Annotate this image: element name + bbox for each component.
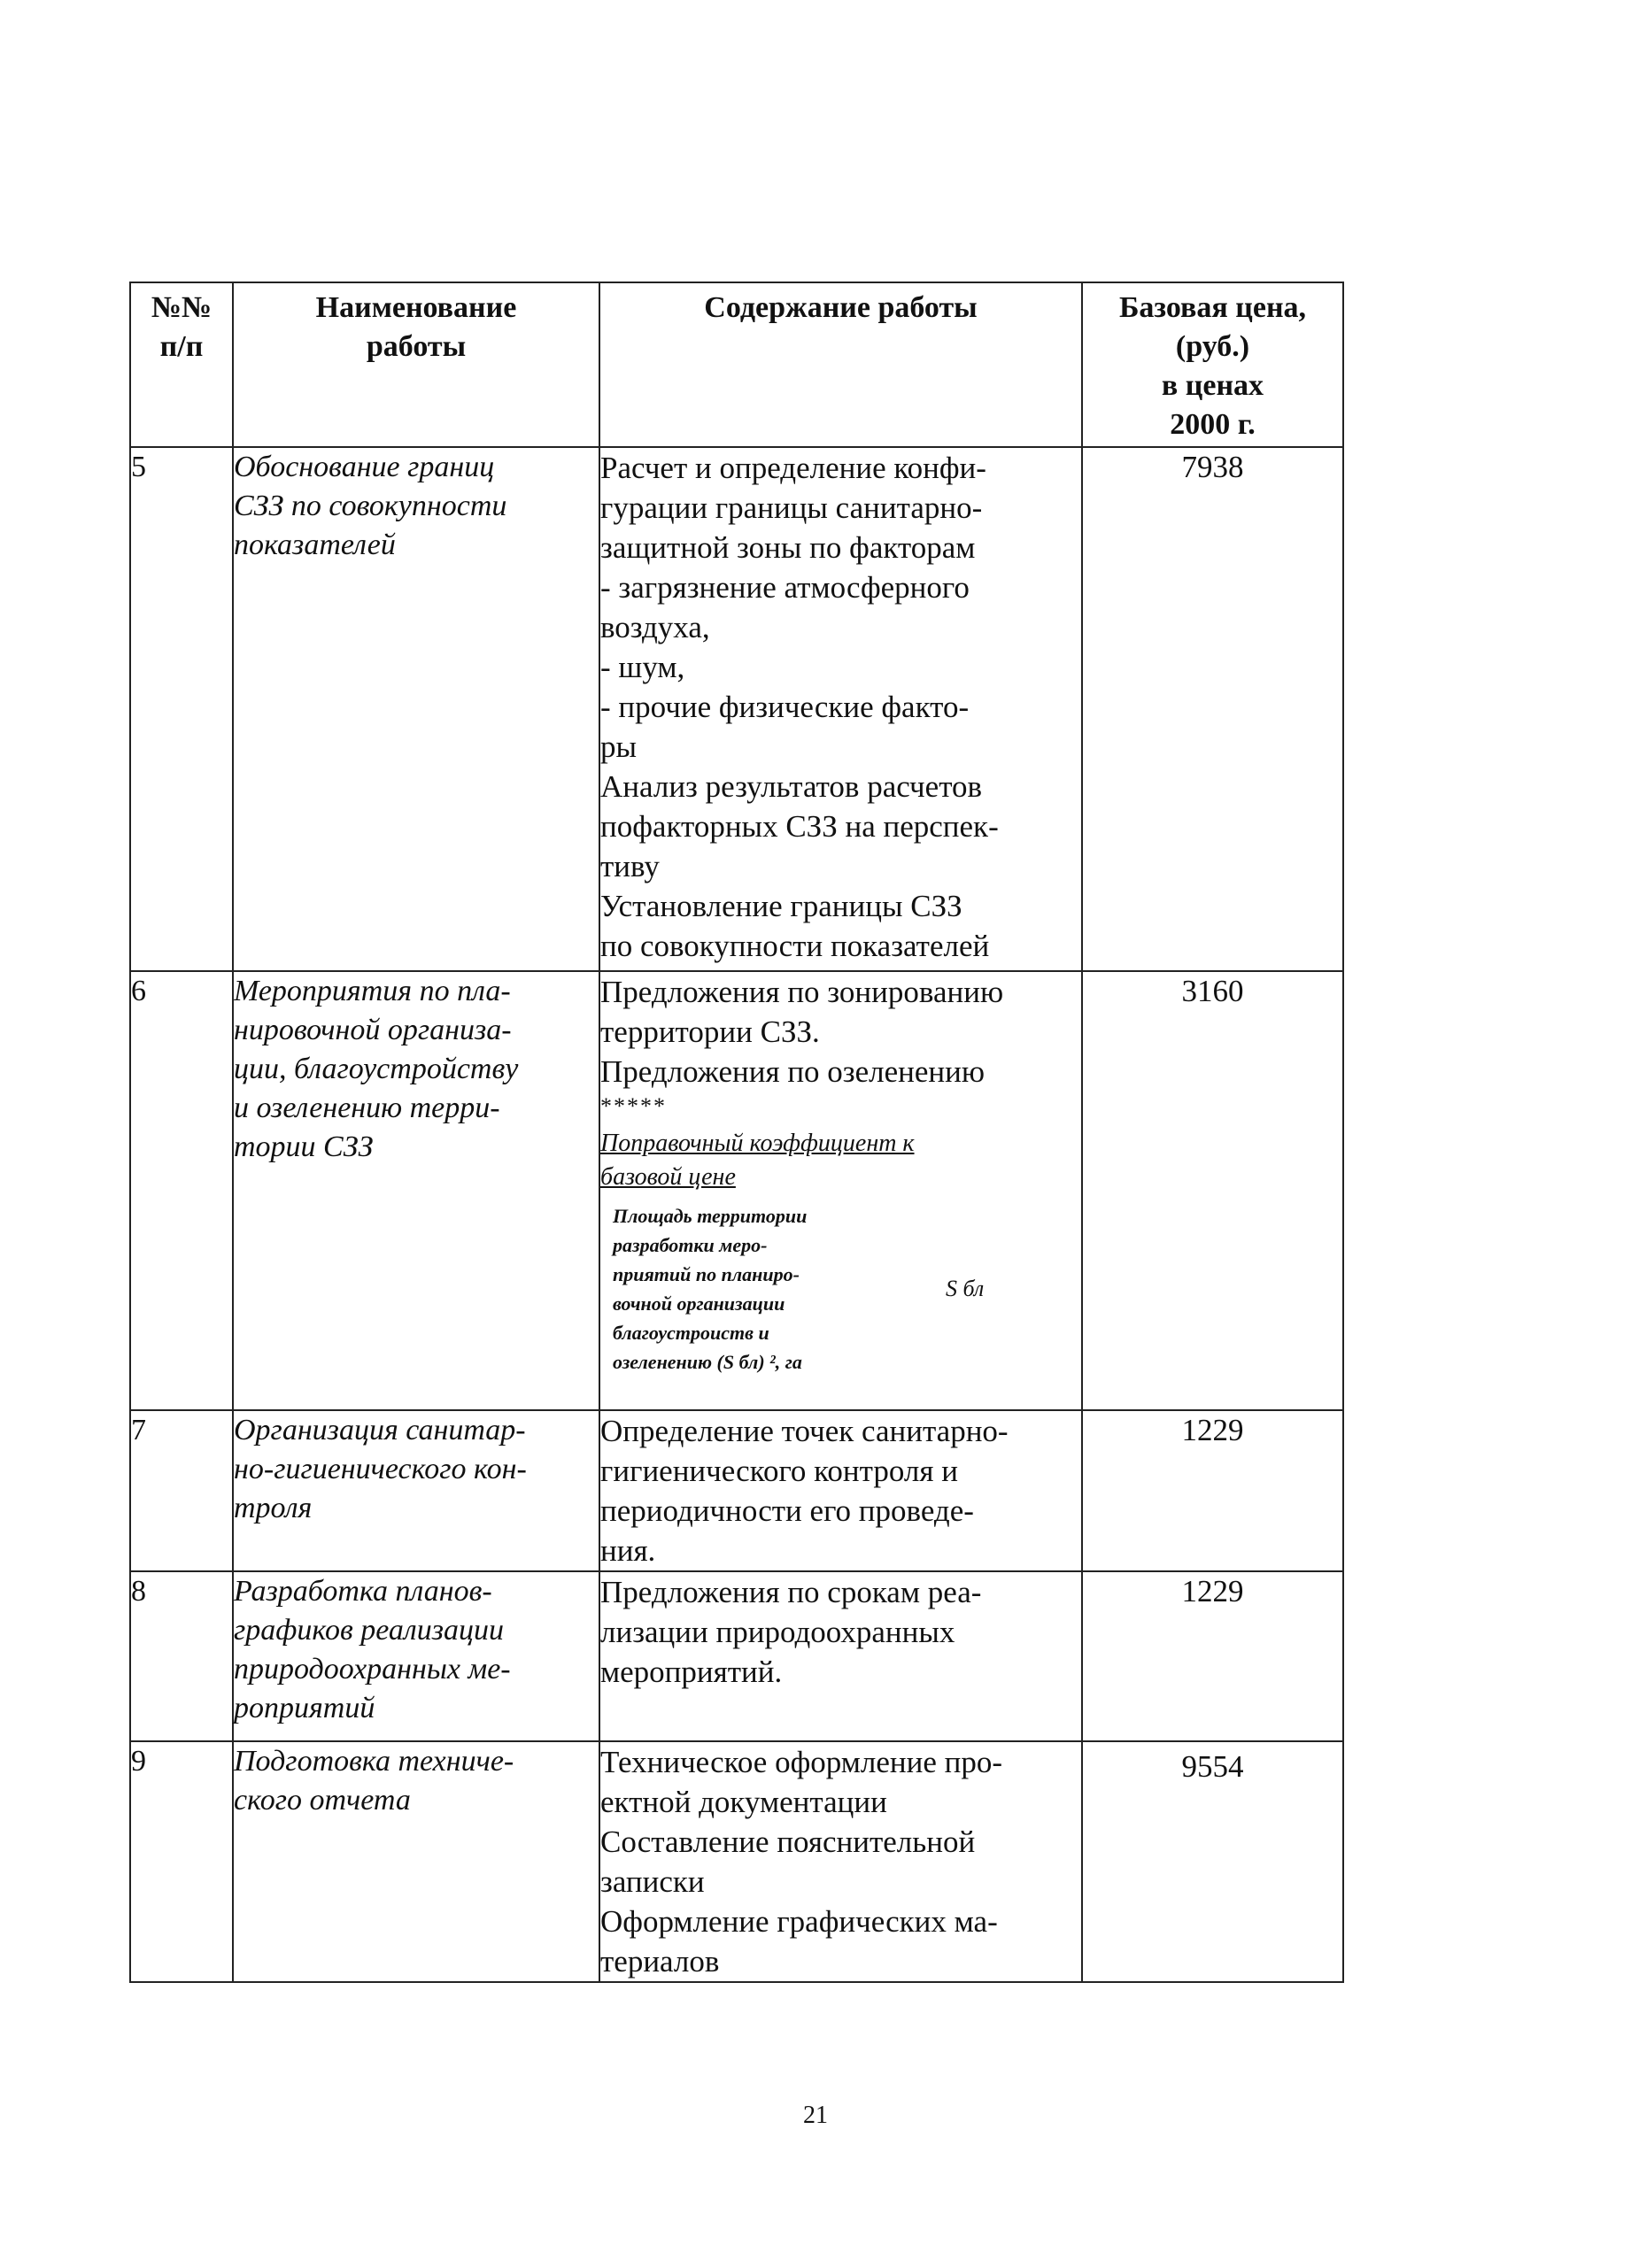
base-price: 1229: [1082, 1410, 1343, 1571]
work-name: Подготовка техниче- ского отчета: [233, 1741, 599, 1982]
table-row: [130, 1741, 1343, 1982]
base-price: 7938: [1082, 447, 1343, 971]
base-price: 9554: [1082, 1741, 1343, 1982]
work-name: Разработка планов- графиков реализации природоохранных ме- роприятий: [233, 1571, 599, 1741]
coefficient-title: базовой цене: [600, 1163, 736, 1191]
correction-coefficient-block: [600, 1127, 1081, 1377]
row-number: 5: [130, 447, 233, 971]
price-table: [129, 282, 1344, 1983]
header-num: №№ п/п: [130, 282, 233, 447]
stars-marker: *****: [600, 1093, 667, 1119]
work-content: Расчет и определение конфи- гурации границы санитарно- защитной зоны по факторам - загрязнение атмосферного воздуха, - шум, - прочие физические факто- ры Анализ результатов расчетов пофакторных СЗЗ на перспек- тиву Установление границы СЗЗ по совокупности показателей: [599, 447, 1082, 971]
base-price: 1229: [1082, 1571, 1343, 1741]
header-name: Наименование работы: [233, 282, 599, 447]
table-row: [130, 1410, 1343, 1571]
work-content: Техническое оформление про- ектной документации Составление пояснительной записки Оформление графических ма- териалов: [599, 1741, 1082, 1982]
row-number: 8: [130, 1571, 233, 1741]
page-number: 21: [803, 2102, 828, 2129]
header-price: Базовая цена, (руб.) в ценах 2000 г.: [1082, 282, 1343, 447]
coefficient-parameter: Площадь территории разработки меро- приятий по планиро- вочной организации благоустроиств и озеленению (S бл) ², га S бл: [613, 1205, 985, 1373]
row-number: 9: [130, 1741, 233, 1982]
work-content: Предложения по срокам реа- лизации природоохранных мероприятий.: [599, 1571, 1082, 1741]
row-number: 7: [130, 1410, 233, 1571]
work-name: Организация санитар- но-гигиенического кон- троля: [233, 1410, 599, 1571]
table-row: [130, 447, 1343, 971]
coefficient-title: Поправочный коэффициент к: [600, 1130, 915, 1157]
row-number: 6: [130, 971, 233, 1410]
coefficient-symbol: S бл: [946, 1276, 985, 1301]
work-content: Предложения по зонированию территории СЗЗ. Предложения по озеленению ***** Поправочный коэффициент к базовой цене Площадь территории разработки меро- приятий по планиро- вочной организации благоустроиств и озеленению (S бл) ², га S бл: [599, 971, 1082, 1410]
base-price: 3160: [1082, 971, 1343, 1410]
work-content: Определение точек санитарно- гигиенического контроля и периодичности его проведе- ния.: [599, 1410, 1082, 1571]
table-header-row: [130, 282, 1343, 447]
table-row: [130, 1571, 1343, 1741]
table-row: [130, 971, 1343, 1410]
header-content: Содержание работы: [599, 282, 1082, 447]
work-name: Обоснование границ СЗЗ по совокупности показателей: [233, 447, 599, 971]
work-name: Мероприятия по пла- нировочной организа- ции, благоустройству и озеленению терри- тории СЗЗ: [233, 971, 599, 1410]
